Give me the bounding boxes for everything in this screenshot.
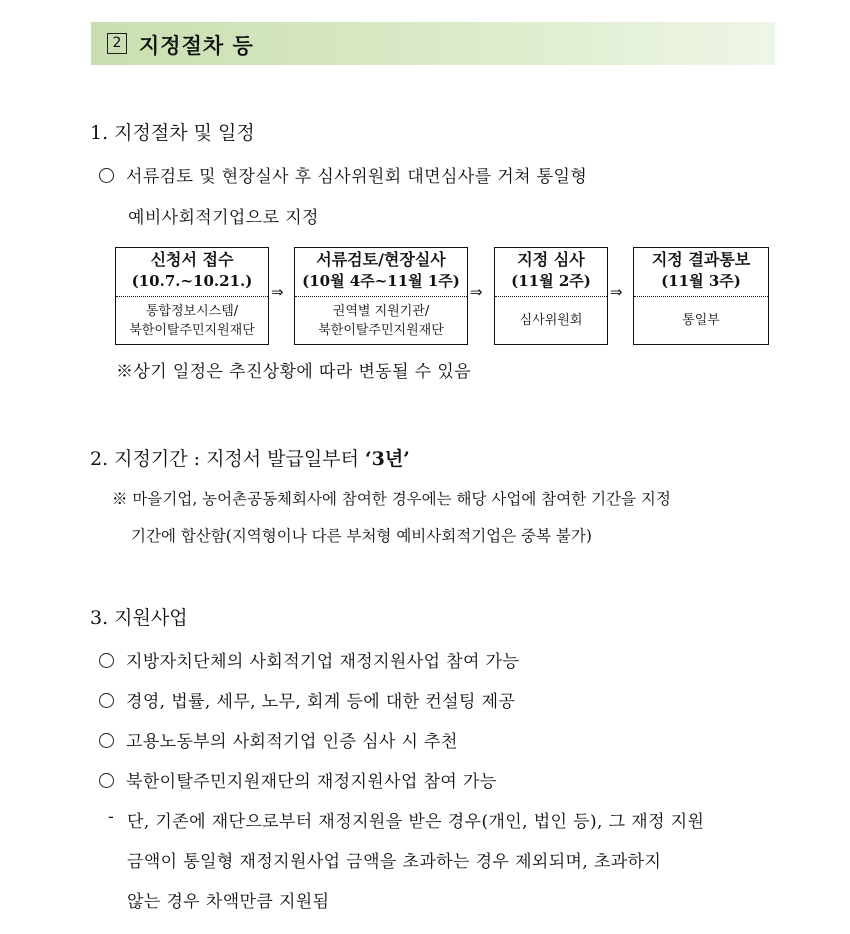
procedure-bullet-line1: 서류검토 및 현장실사 후 심사위원회 대면심사를 거쳐 통일형 xyxy=(126,167,588,187)
period-note-line1: ※ 마을기업, 농어촌공동체회사에 참여한 경우에는 해당 사업에 참여한 기간을 지정 xyxy=(112,490,671,508)
flow-arrow-icon: ⇒ xyxy=(271,283,284,301)
procedure-bullet xyxy=(99,162,587,187)
support-subnote-line3: 않는 경우 차액만큼 지원됨 xyxy=(127,892,330,912)
flow-step-notification xyxy=(633,247,769,345)
flow-arrow-icon: ⇒ xyxy=(470,283,483,301)
flow-step-title: 신청서 접수 xyxy=(150,250,234,269)
circle-bullet-icon xyxy=(99,693,114,708)
period-note-line2: 기간에 합산함(지역형이나 다른 부처형 예비사회적기업은 중복 불가) xyxy=(131,527,592,545)
support-subnote-line2: 금액이 통일형 재정지원사업 금액을 초과하는 경우 제외되며, 초과하지 xyxy=(127,852,662,872)
support-item: 고용노동부의 사회적기업 인증 심사 시 추천 xyxy=(99,727,458,752)
circle-bullet-icon xyxy=(99,653,114,668)
heading-support: 3. 지원사업 xyxy=(90,607,188,629)
flow-step-detail: 권역별 지원기관/ xyxy=(332,303,430,319)
flow-step-date: (11월 2주) xyxy=(511,272,591,290)
flow-step-title: 지정 심사 xyxy=(517,250,585,269)
flow-step-title: 지정 결과통보 xyxy=(651,250,751,269)
support-subnote-line1: 단, 기존에 재단으로부터 재정지원을 받은 경우(개인, 법인 등), 그 재정 지원 xyxy=(127,812,705,832)
support-item: 북한이탈주민지원재단의 재정지원사업 참여 가능 xyxy=(99,767,497,792)
heading-period-text: 2. 지정기간 : 지정서 발급일부터 xyxy=(90,448,365,470)
schedule-note: ※상기 일정은 추진상황에 따라 변동될 수 있음 xyxy=(116,362,472,382)
flow-arrow-icon: ⇒ xyxy=(610,283,623,301)
heading-procedure: 1. 지정절차 및 일정 xyxy=(90,122,255,144)
section-number-box: 2 xyxy=(107,33,127,54)
flow-step-screening xyxy=(494,247,608,345)
flow-step-title: 서류검토/현장실사 xyxy=(316,250,446,269)
flow-step-detail: 통합정보시스템/ xyxy=(145,303,239,319)
flow-step-detail: 통일부 xyxy=(682,313,720,328)
circle-bullet-icon xyxy=(99,168,114,183)
flow-step-detail: 북한이탈주민지원재단 xyxy=(318,322,444,338)
procedure-bullet-line2: 예비사회적기업으로 지정 xyxy=(128,208,319,228)
flow-step-date: (10.7.~10.21.) xyxy=(131,272,253,290)
support-item: 경영, 법률, 세무, 노무, 회계 등에 대한 컨설팅 제공 xyxy=(99,687,515,712)
flow-step-detail: 심사위원회 xyxy=(519,313,583,328)
support-item: 지방자치단체의 사회적기업 재정지원사업 참여 가능 xyxy=(99,647,519,672)
section-header xyxy=(91,22,775,65)
section-title: 지정절차 등 xyxy=(139,34,254,58)
flow-step-detail: 북한이탈주민지원재단 xyxy=(129,322,255,338)
heading-period xyxy=(90,444,410,471)
flow-step-date: (10월 4주~11월 1주) xyxy=(302,272,460,290)
flow-step-date: (11월 3주) xyxy=(661,272,741,290)
support-subnote-dash: - xyxy=(108,807,115,827)
flow-step-review xyxy=(294,247,468,345)
flow-step-application xyxy=(115,247,269,345)
period-value: ‘3년’ xyxy=(364,448,410,470)
circle-bullet-icon xyxy=(99,733,114,748)
circle-bullet-icon xyxy=(99,773,114,788)
